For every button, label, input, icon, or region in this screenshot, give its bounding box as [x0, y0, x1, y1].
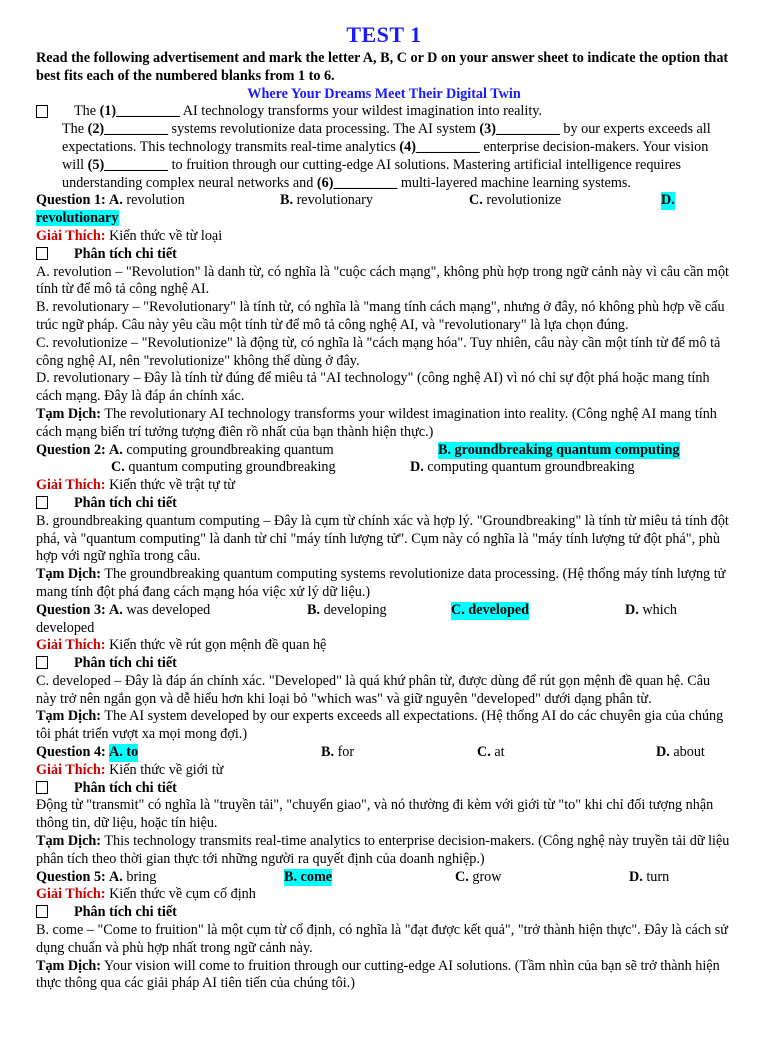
bullet-icon: [36, 105, 48, 118]
detail-heading: Phân tích chi tiết: [36, 246, 732, 264]
option-d: D. which: [625, 601, 678, 618]
analysis-line: B. groundbreaking quantum computing – Đây là cụm từ chính xác và hợp lý. "Groundbreaking" là tính từ miêu tả tính đột phá, và "quantum computing" là danh từ chỉ "máy tính lượng tử". Cụm này có nghĩa là "máy tính lượng tử đột phá", phù hợp với ngữ nghĩa trong câu.: [36, 512, 729, 565]
option-c-answer: C. developed: [451, 601, 530, 618]
option-d: D. about: [656, 744, 705, 761]
analysis-line: Động từ "transmit" có nghĩa là "truyền tải", "chuyển giao", và nó thường đi kèm với giới từ "to" khi chỉ đối tượng nhận thông tin, dữ liệu, hoặc tín hiệu.: [36, 797, 714, 832]
option-c: C. at: [477, 744, 505, 761]
option-d-answer: revolutionary: [36, 210, 119, 227]
option-b: B. developing: [307, 601, 387, 618]
option-a: A. was developed: [109, 601, 211, 618]
bullet-icon: [36, 781, 48, 794]
option-d: D. turn: [629, 868, 670, 885]
bullet-icon: [36, 496, 48, 509]
option-c: C. grow: [455, 868, 502, 885]
option-d: D. computing quantum groundbreaking: [410, 459, 635, 476]
page-title: TEST 1: [346, 22, 422, 47]
passage-line-1: The (1)_________ AI technology transforms your wildest imagination into reality.: [74, 103, 542, 120]
translation: Tạm Dịch: This technology transmits real-time analytics to enterprise decision-makers. (Công nghệ này truyền tải dữ liệu phân tích theo thời gian thực tới những người ra quyết định của doanh nghiệp.): [36, 833, 730, 867]
ad-title: Where Your Dreams Meet Their Digital Twin: [247, 85, 521, 102]
explanation: Giải Thích: Kiến thức về cụm cố định: [36, 886, 256, 903]
question-label: Question 2:: [36, 441, 106, 458]
question-5-options: [36, 869, 732, 887]
analysis-line: B. revolutionary – "Revolutionary" là tính từ, có nghĩa là "mang tính cách mạng", nhưng ở đây, nó không phù hợp về cấu trúc ngữ pháp. Câu này yêu cầu một tính từ để mô tả công nghệ AI, và "revolutionary" là lựa chọn đúng.: [36, 299, 725, 333]
translation: Tạm Dịch: The groundbreaking quantum computing systems revolutionize data processing. (Hệ thống máy tính lượng tử mang tính đột phá đang cách mạng hóa việc xử lý dữ liệu.): [36, 566, 726, 600]
translation: Tạm Dịch: Your vision will come to fruition through our cutting-edge AI solutions. (Tầm nhìn của bạn sẽ trở thành hiện thực thông qua các giải pháp AI tiên tiến của chúng tôi.): [36, 957, 720, 992]
analysis-line: C. developed – Đây là đáp án chính xác. "Developed" là quá khứ phân từ, được dùng để rút gọn mệnh đề quan hệ. Câu này trở nên ngắn gọn và dễ hiểu hơn khi loại bỏ "which was" và giữ nguyên "developed" dưới dạng phân từ.: [36, 672, 711, 707]
option-a: A. bring: [109, 868, 157, 885]
document-page: [0, 22, 768, 1046]
detail-heading: Phân tích chi tiết: [36, 904, 732, 922]
explanation: Giải Thích: Kiến thức về giới từ: [36, 761, 224, 778]
question-label: Question 4:: [36, 744, 106, 761]
analysis-line: B. come – "Come to fruition" là một cụm từ cố định, có nghĩa là "đạt được kết quả", "trở thành hiện thực". Đây là cách sử dụng chuẩn và phù hợp nhất trong ngữ cảnh này.: [36, 922, 728, 956]
option-d-continued: developed: [36, 619, 95, 636]
analysis-line: C. revolutionize – "Revolutionize" là động từ, có nghĩa là "cách mạng hóa". Tuy nhiên, câu này cần một tính từ để mô tả công nghệ AI, nên "revolutionize" không thể dùng ở đây.: [36, 334, 721, 369]
translation: Tạm Dịch: The revolutionary AI technology transforms your wildest imagination into reality. (Công nghệ AI mang tính cách mạng biến trí tưởng tượng điên rồ nhất của bạn thành hiện thực.): [36, 405, 717, 440]
option-d-letter: D.: [661, 192, 675, 209]
bullet-icon: [36, 247, 48, 260]
analysis-line: A. revolution – "Revolution" là danh từ, có nghĩa là "cuộc cách mạng", không phù hợp trong ngữ cảnh này vì câu cần một tính từ để mô tả công nghệ AI.: [36, 263, 729, 298]
bullet-icon: [36, 905, 48, 918]
translation: Tạm Dịch: The AI system developed by our experts exceeds all expectations. (Hệ thống AI do các chuyên gia của chúng tôi phát triển vượt xa mọi mong đợi.): [36, 708, 724, 743]
question-1-options: [36, 192, 732, 210]
explanation: Giải Thích: Kiến thức về rút gọn mệnh đề quan hệ: [36, 637, 327, 654]
option-a: A. computing groundbreaking quantum: [109, 441, 334, 458]
option-b-answer: B. groundbreaking quantum computing: [438, 441, 680, 458]
question-label: Question 1:: [36, 192, 106, 209]
detail-heading: Phân tích chi tiết: [36, 655, 732, 673]
instruction-text: Read the following advertisement and mark the letter A, B, C or D on your answer sheet to indicate the option that best fits each of the numbered blanks from 1 to 6.: [36, 50, 729, 84]
option-a: A. revolution: [109, 192, 185, 209]
question-3-options: [36, 602, 732, 620]
bullet-icon: [36, 656, 48, 669]
question-2-options: [36, 442, 732, 460]
option-c: C. quantum computing groundbreaking: [111, 459, 336, 476]
question-label: Question 5:: [36, 868, 106, 885]
detail-heading: Phân tích chi tiết: [36, 780, 732, 798]
explanation: Giải Thích: Kiến thức về trật tự từ: [36, 477, 235, 494]
option-a-answer: A. to: [109, 744, 139, 761]
detail-heading: Phân tích chi tiết: [36, 495, 732, 513]
option-b: B. revolutionary: [280, 192, 373, 209]
passage: [36, 103, 732, 192]
option-c: C. revolutionize: [469, 192, 562, 209]
question-2-options-row2: [36, 459, 732, 477]
option-b: B. for: [321, 744, 355, 761]
explanation: Giải Thích: Kiến thức về từ loại: [36, 227, 223, 244]
question-label: Question 3:: [36, 601, 106, 618]
option-b-answer: B. come: [284, 868, 333, 885]
passage-body: The (2)_________ systems revolutionize data processing. The AI system (3)_________ by our experts exceeds all expectations. This technology transmits real-time analytics (4)_________ enterprise decision-makers. Your vision will (5)_________ to fruition through our cutting-edge AI solutions. Mastering artificial intelligence requires understanding complex neural networks and (6)_________ multi-layered machine learning systems.: [62, 121, 711, 191]
question-4-options: [36, 744, 732, 762]
analysis-line: D. revolutionary – Đây là tính từ đúng để miêu tả "AI technology" (công nghệ AI) vì nó chỉ sự đột phá hoặc mang tính cách mạng. Đây là đáp án chính xác.: [36, 370, 710, 405]
